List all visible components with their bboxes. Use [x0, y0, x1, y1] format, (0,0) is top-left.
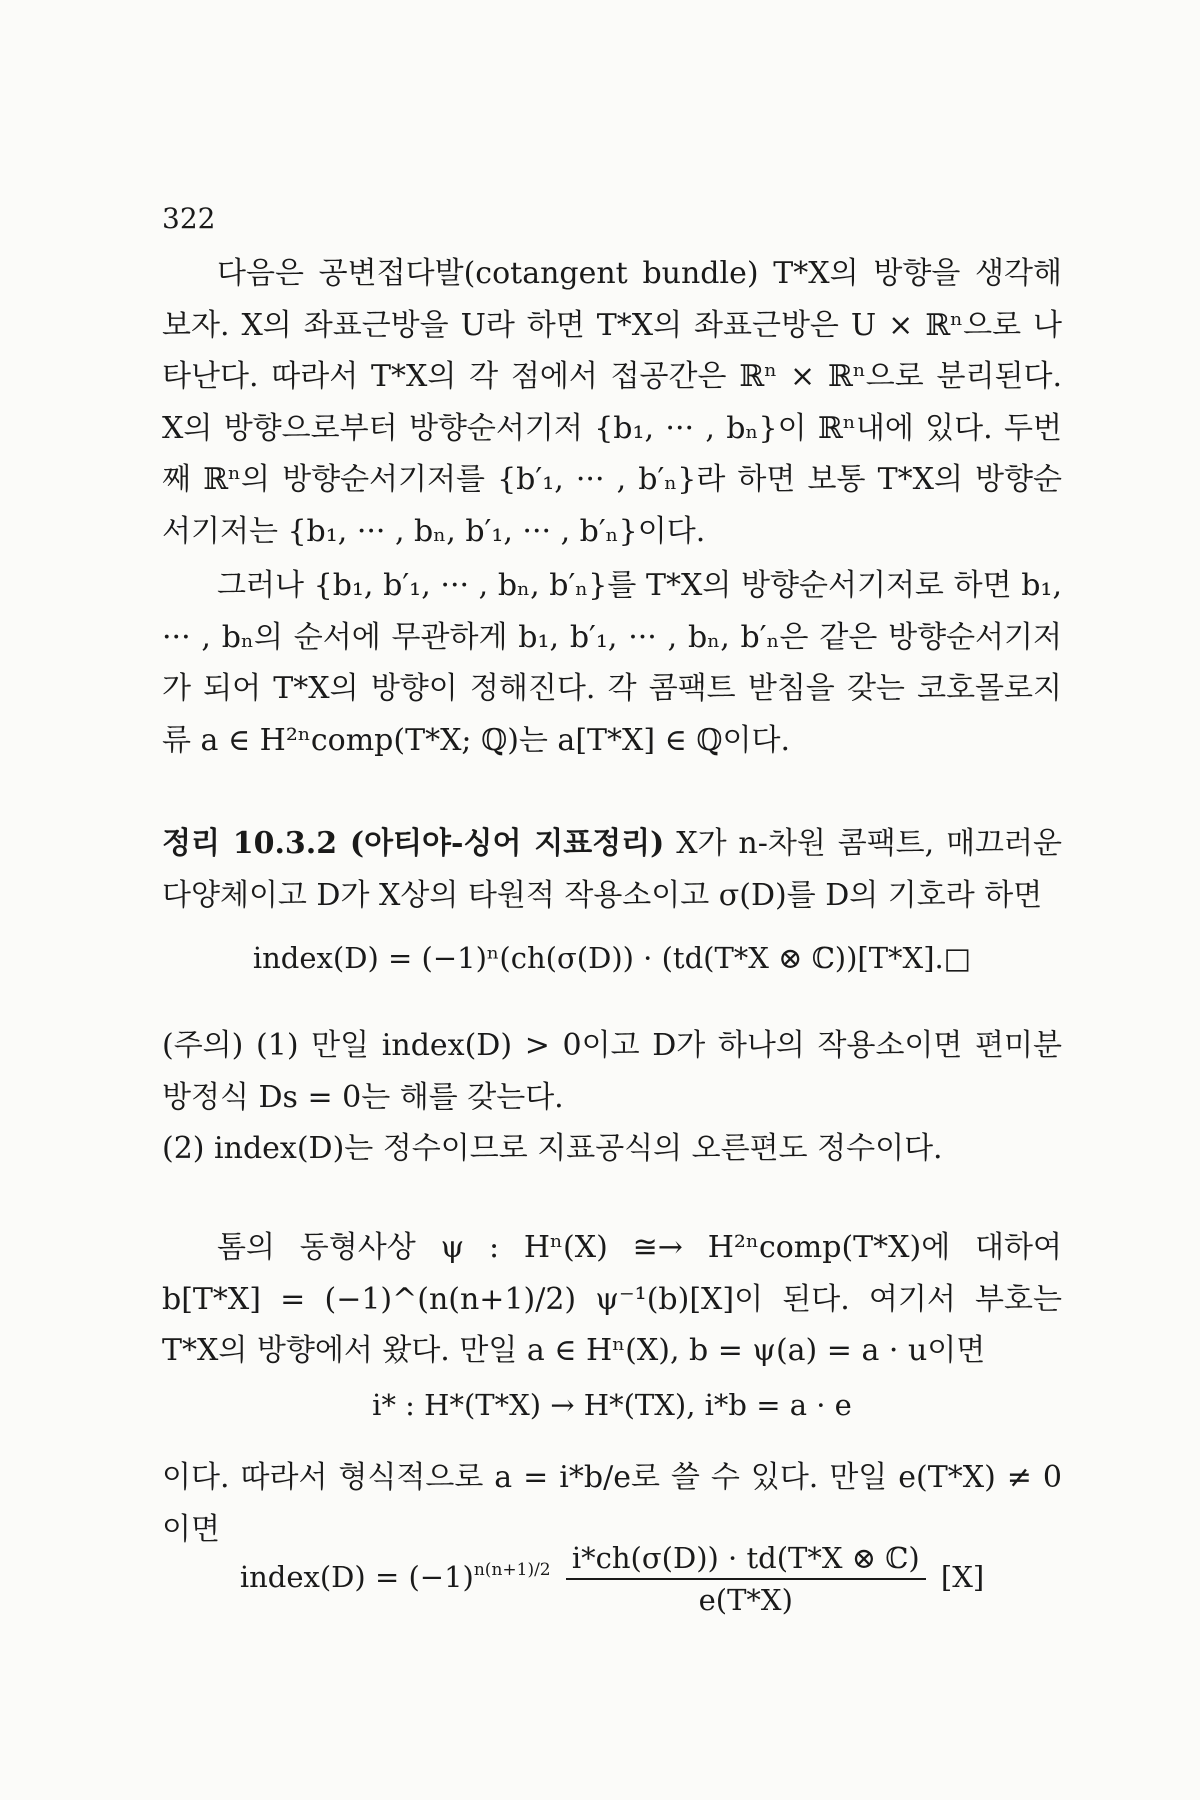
paragraph-orientation-basis: 그러나 {b₁, b′₁, ··· , bₙ, b′ₙ}를 T*X의 방향순서기저로 하면 b₁, ··· , bₙ의 순서에 무관하게 b₁, b′₁, ··· , bₙ, b′ₙ은 같은 방향순서기저가 되어 T*X의 방향이 정해진다. 각 콤팩트 받침을 갖는 코호몰로지류 a ∈ H²ⁿcomp(T*X; ℚ)는 a[T*X] ∈ ℚ이다. [162, 568, 1062, 758]
index-formula-rhs: [X] [940, 1560, 985, 1594]
paragraph-cotangent-orientation: 다음은 공변접다발(cotangent bundle) T*X의 방향을 생각해 보자. X의 좌표근방을 U라 하면 T*X의 좌표근방은 U × ℝⁿ으로 나타난다. 따라서 T*X의 각 점에서 접공간은 ℝⁿ × ℝⁿ으로 분리된다. X의 방향으로부터 방향순서기저 {b₁, ··· , bₙ}이 ℝⁿ내에 있다. 두번째 ℝⁿ의 방향순서기저를 {b′₁, ··· , b′ₙ}라 하면 보통 T*X의 방향순서기저는 {b₁, ··· , bₙ, b′₁, ··· , b′ₙ}이다. [162, 256, 1062, 549]
page-number: 322 [162, 202, 216, 235]
index-formula [162, 1530, 1062, 1620]
theorem-body: X가 n-차원 콤팩트, 매끄러운 다양체이고 D가 X상의 타원적 작용소이고 σ(D)를 D의 기호라 하면 [162, 826, 1062, 913]
index-formula-numerator: i*ch(σ(D)) · td(T*X ⊗ ℂ) [566, 1538, 926, 1580]
index-formula-exponent: n(n+1)/2 [473, 1560, 551, 1580]
paragraph-thom-isomorphism: 톰의 동형사상 ψ : Hⁿ(X) ≅→ H²ⁿcomp(T*X)에 대하여 b[T*X] = (−1)^(n(n+1)/2) ψ⁻¹(b)[X]이 된다. 여기서 부호는 T*X의 방향에서 왔다. 만일 a ∈ Hⁿ(X), b = ψ(a) = a · u이면 [162, 1230, 1062, 1368]
equation-pullback: i* : H*(T*X) → H*(TX), i*b = a · e [372, 1388, 852, 1422]
theorem-heading: 정리 10.3.2 (아티야-싱어 지표정리) [162, 826, 665, 861]
index-formula-fraction [566, 1538, 926, 1620]
note-remark-1: (주의) (1) 만일 index(D) > 0이고 D가 하나의 작용소이면 편미분방정식 Ds = 0는 해를 갖는다. [162, 1028, 1062, 1115]
index-formula-lhs: index(D) = (−1) [239, 1560, 474, 1594]
theorem-equation: index(D) = (−1)ⁿ(ch(σ(D)) · (td(T*X ⊗ ℂ))[T*X].□ [252, 941, 972, 975]
paragraph-formal: 이다. 따라서 형식적으로 a = i*b/e로 쓸 수 있다. 만일 e(T*X) ≠ 0이면 [162, 1460, 1062, 1547]
note-remark-2: (2) index(D)는 정수이므로 지표공식의 오른편도 정수이다. [162, 1131, 943, 1166]
index-formula-denominator: e(T*X) [698, 1583, 793, 1617]
theorem-block [162, 818, 1062, 921]
